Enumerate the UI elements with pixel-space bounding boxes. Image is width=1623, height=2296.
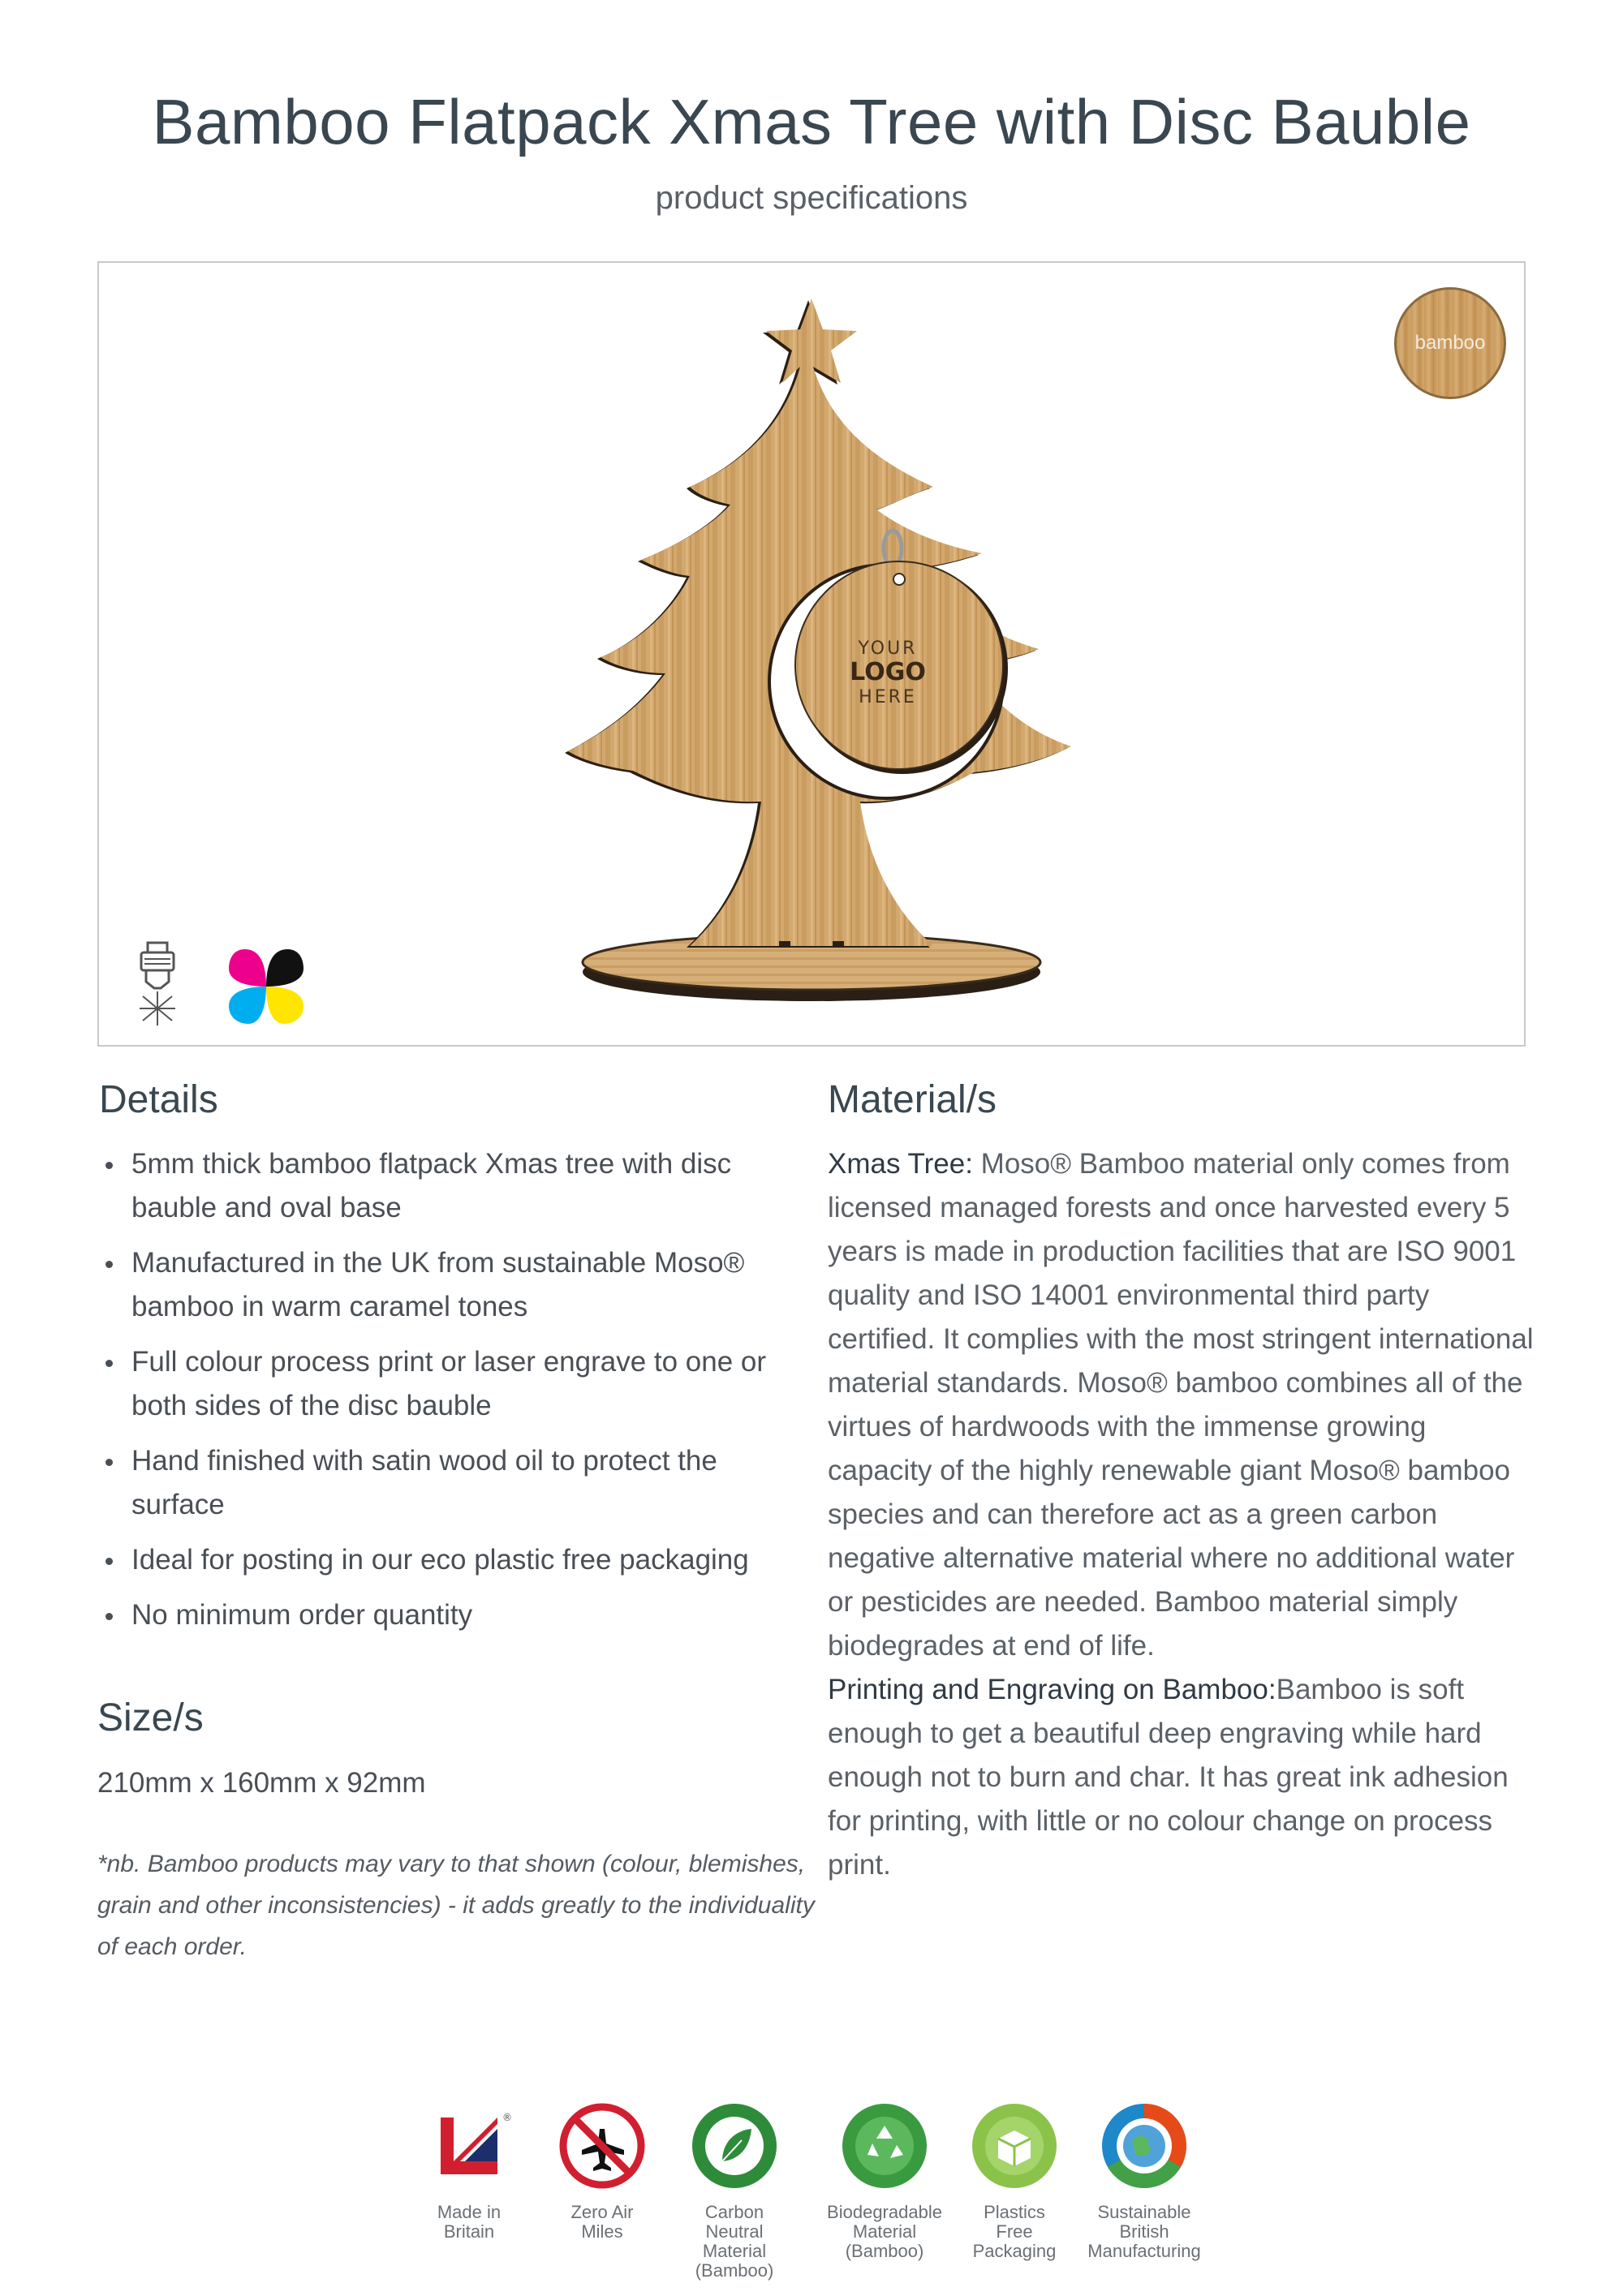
material-badge: [1394, 287, 1506, 399]
size-heading: Size/s: [97, 1696, 204, 1739]
footer-label: Zero Air Miles: [570, 2202, 634, 2242]
details-list: [97, 1142, 812, 1649]
list-item: 5mm thick bamboo flatpack Xmas tree with disc bauble and oval base: [97, 1142, 812, 1230]
list-item: No minimum order quantity: [97, 1593, 812, 1637]
list-item: Full colour process print or laser engrave to one or both sides of the disc bauble: [97, 1340, 812, 1428]
plastic-free-icon: [970, 2101, 1059, 2191]
bauble-text-logo: LOGO: [850, 658, 926, 686]
list-item: Ideal for posting in our eco plastic free packaging: [97, 1538, 812, 1582]
page-title: Bamboo Flatpack Xmas Tree with Disc Bauble: [152, 86, 1471, 157]
footer-label: Biodegradable Material (Bamboo): [827, 2202, 942, 2261]
material-paragraph-xmas-tree: Moso® Bamboo material only comes from licensed managed forests and once harvested every 5 years is made in production facilities that are ISO 9001 quality and ISO 14001 environmental third party certified. It complies with the most stringent international material standards. Moso® bamboo combines all of the virtues of hardwoods with the immense growing capacity of the highly renewable giant Moso® bamboo species and can therefore act as a green carbon negative alternative material where no additional water or pesticides are needed. Bamboo material simply biodegrades at end of life.: [828, 1148, 1534, 1662]
product-image-tree: [552, 292, 1071, 1006]
list-item: Hand finished with satin wood oil to protect the surface: [97, 1439, 812, 1527]
variation-note: *nb. Bamboo products may vary to that shown (colour, blemishes, grain and other inconsistencies) - it adds greatly to the individuality of each order.: [97, 1851, 815, 1960]
carbon-neutral-icon: [690, 2101, 779, 2191]
no-plane-icon: [558, 2101, 647, 2191]
material-text: [828, 1142, 1534, 1887]
bauble-text-your: YOUR: [858, 638, 918, 659]
full-colour-print-icon: [227, 948, 305, 1025]
svg-text:®: ®: [502, 2112, 512, 2123]
footer-item-sustainable-manufacturing: [1079, 2101, 1209, 2261]
bauble-text-here: HERE: [859, 687, 917, 707]
reduce-reuse-recycle-icon: [1100, 2101, 1189, 2191]
details-heading: Details: [99, 1078, 218, 1121]
material-label-printing: Printing and Engraving on Bamboo:: [828, 1674, 1276, 1705]
footer-label: Carbon Neutral Material (Bamboo): [695, 2202, 774, 2281]
footer-item-plastics-free: [966, 2101, 1063, 2261]
material-paragraph-printing: Bamboo is soft enough to get a beautiful deep engraving while hard enough not to burn and char. It has great ink adhesion for printing, with little or no colour change on process print.: [828, 1674, 1509, 1881]
material-heading: Material/s: [828, 1078, 997, 1121]
footer-label: Sustainable British Manufacturing: [1087, 2202, 1201, 2261]
material-label-xmas-tree: Xmas Tree:: [828, 1148, 973, 1180]
union-flag-icon: [424, 2101, 514, 2191]
footer-item-zero-air-miles: [553, 2101, 651, 2242]
laser-engrave-icon: [135, 941, 183, 1030]
footer-label: Plastics Free Packaging: [972, 2202, 1057, 2261]
footer-item-carbon-neutral: [686, 2101, 783, 2281]
footer-item-made-in-britain: [420, 2101, 518, 2242]
footer-label: Made in Britain: [437, 2202, 502, 2242]
size-value: 210mm x 160mm x 92mm: [97, 1767, 426, 1799]
biodegradable-icon: [840, 2101, 929, 2191]
page-subtitle: product specifications: [655, 180, 968, 216]
list-item: Manufactured in the UK from sustainable Moso® bamboo in warm caramel tones: [97, 1241, 812, 1329]
material-badge-label: bamboo: [1414, 332, 1486, 354]
footer-item-biodegradable: [820, 2101, 949, 2261]
